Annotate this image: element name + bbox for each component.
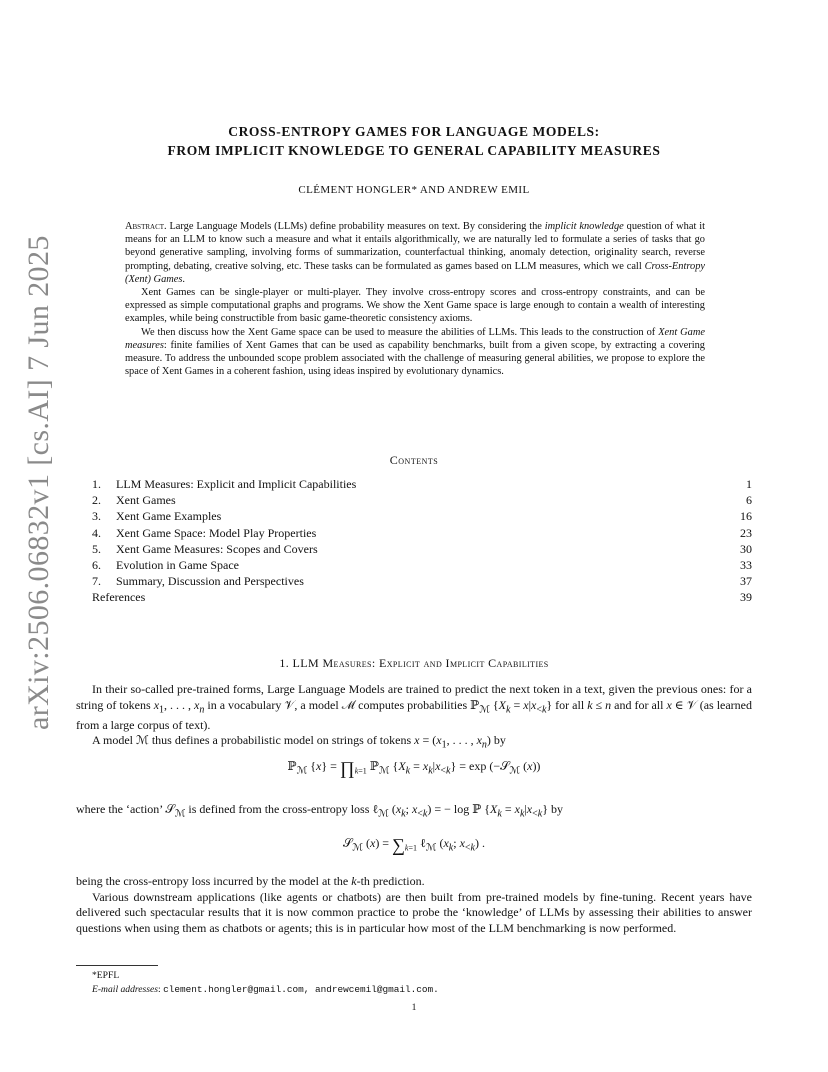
toc-entry[interactable]: 6. Evolution in Game Space 33 — [92, 558, 752, 573]
toc-entry-label: Evolution in Game Space — [116, 558, 239, 573]
toc-references-label: References — [92, 590, 146, 605]
toc-entry[interactable]: 4. Xent Game Space: Model Play Properties 23 — [92, 525, 752, 540]
toc-entry-label: Xent Game Space: Model Play Properties — [116, 525, 317, 540]
toc-entry-label: Xent Game Examples — [116, 509, 222, 524]
toc-entry-label: LLM Measures: Explicit and Implicit Capabilities — [116, 477, 357, 491]
authors: CLÉMENT HONGLER* AND ANDREW EMIL — [298, 184, 530, 196]
toc-entry[interactable]: 5. Xent Game Measures: Scopes and Covers 30 — [92, 541, 752, 556]
body-paragraph: Various downstream applications (like agents or chatbots) are then built from pre-trained models by fine-tuning. Recent years have delivered such spectacular results that it is now common practice to probe the ‘knowledge’ of LLMs by assessing their abilities to answer questions when using them as chatbots or agents; this is in particular how most of the LLM benchmarking is now performed. — [76, 889, 752, 935]
title-line-1: CROSS-ENTROPY GAMES FOR LANGUAGE MODELS: — [228, 124, 600, 139]
table-of-contents — [92, 476, 752, 606]
equation-action-sum: 𝒮$_ℳ$ $(x) = \sum_{k=1}$ ℓ$_ℳ$ ($x_k$; $x_{<k}$) . — [342, 835, 485, 855]
footnote — [92, 969, 439, 997]
equation-model-probability: ℙ$_ℳ$ $\{x\} = \prod_{k=1}$ ℙ$_ℳ$ $\{X_k = x_k|x_{<k}\} = \exp$ (−𝒮$_ℳ$ (x)) — [287, 758, 541, 778]
body-paragraph: being the cross-entropy loss incurred by the model at the k-th prediction. — [76, 874, 425, 888]
toc-entry-page: 6 — [746, 493, 752, 508]
body-paragraph: In their so-called pre-trained forms, Large Language Models are trained to predict the next token in a text, given the previous ones: for a string of tokens $x_1$, . . . , $x_n$ in a vocabulary 𝒱, a model ℳ computes probabilities ℙ$_ℳ$ $\{X_k = x|x_{<k}\}$ for all k ≤ n and for all x ∈ 𝒱 (as learned from a large corpus of text). — [76, 682, 752, 732]
section-1-intro — [76, 682, 752, 753]
footnote-divider — [76, 965, 158, 966]
footnote-emails: E-mail addresses: clement.hongler@gmail.com, andrewcemil@gmail.com. — [92, 984, 439, 995]
title-line-2: FROM IMPLICIT KNOWLEDGE TO GENERAL CAPABILITY MEASURES — [167, 143, 661, 158]
abstract-paragraph-1: Abstract. Large Language Models (LLMs) define probability measures on text. By considering the implicit knowledge question of what it means for an LLM to know such a measure and what it entails algorithmically, we are naturally led to formulate a series of tasks that go beyond generative sampling, involving forms of summarization, counterfactual thinking, anomaly detection, originality search, reverse prompting, debating, creative solving, etc. These tasks can be formulated as games based on LLM measures, which we call Cross-Entropy (Xent) Games. — [125, 221, 705, 285]
contents-heading: Contents — [389, 453, 439, 467]
toc-entry-page: 1 — [746, 477, 752, 491]
abstract — [125, 220, 705, 378]
toc-entry-label: Xent Games — [116, 493, 176, 508]
toc-references-page: 39 — [740, 590, 752, 605]
toc-entry[interactable]: 7. Summary, Discussion and Perspectives 37 — [92, 574, 752, 589]
toc-entry-label: Xent Game Measures: Scopes and Covers — [116, 541, 318, 556]
abstract-paragraph-3: We then discuss how the Xent Game space can be used to measure the abilities of LLMs. This leads to the construction of Xent Game measures: finite families of Xent Games that can be used as capability benchmarks, built from a given scope, by extracting a covering measure. To address the unbounded scope problem associated with the challenge of measuring general abilities, we propose to explore the space of Xent Games in a coherent fashion, using ideas inspired by evolutionary dynamics. — [125, 326, 705, 378]
abstract-label: Abstract. — [125, 221, 167, 232]
toc-entry-page: 33 — [740, 558, 752, 573]
abstract-paragraph-2: Xent Games can be single-player or multi-player. They involve cross-entropy scores and cross-entropy constraints, and can be expressed as simple computational graphs and programs. We show the Xent Game space is large enough to contain a wealth of interesting examples, while being constructible from basic game-theoretic consistency axioms. — [125, 287, 705, 325]
toc-entry-page: 30 — [740, 541, 752, 556]
toc-references[interactable] — [92, 589, 752, 605]
body-paragraph: A model ℳ thus defines a probabilistic model on strings of tokens $x = (x_1$, . . . , $x_n$) by — [92, 733, 506, 751]
toc-entry-page: 16 — [740, 509, 752, 524]
action-definition-text — [76, 802, 752, 822]
toc-entry[interactable]: 1. LLM Measures: Explicit and Implicit Capabilities 1 — [92, 477, 752, 491]
page-number: 1 — [411, 1002, 417, 1013]
toc-entry-page: 37 — [740, 574, 752, 589]
toc-entry-page: 23 — [740, 525, 752, 540]
toc-entry-label: Summary, Discussion and Perspectives — [116, 574, 304, 589]
email-addresses[interactable]: clement.hongler@gmail.com, andrewcemil@gmail.com. — [163, 984, 439, 995]
body-paragraph: where the ‘action’ 𝒮$_ℳ$ is defined from the cross-entropy loss ℓ$_ℳ$ ($x_k$; $x_{<k}$) = − log ℙ $\{X_k = x_k|x_{<k}\}$ by — [76, 802, 563, 820]
toc-entry[interactable]: 2. Xent Games 6 — [92, 493, 752, 508]
toc-entry[interactable]: 3. Xent Game Examples 16 — [92, 509, 752, 524]
footnote-affiliation: *EPFL — [92, 970, 120, 981]
paper-title — [0, 122, 828, 160]
arxiv-identifier-stamp: arXiv:2506.06832v1 [cs.AI] 7 Jun 2025 — [22, 235, 55, 730]
section-1-heading: 1. LLM Measures: Explicit and Implicit Capabilities — [279, 656, 549, 670]
section-1-continued — [76, 874, 752, 936]
